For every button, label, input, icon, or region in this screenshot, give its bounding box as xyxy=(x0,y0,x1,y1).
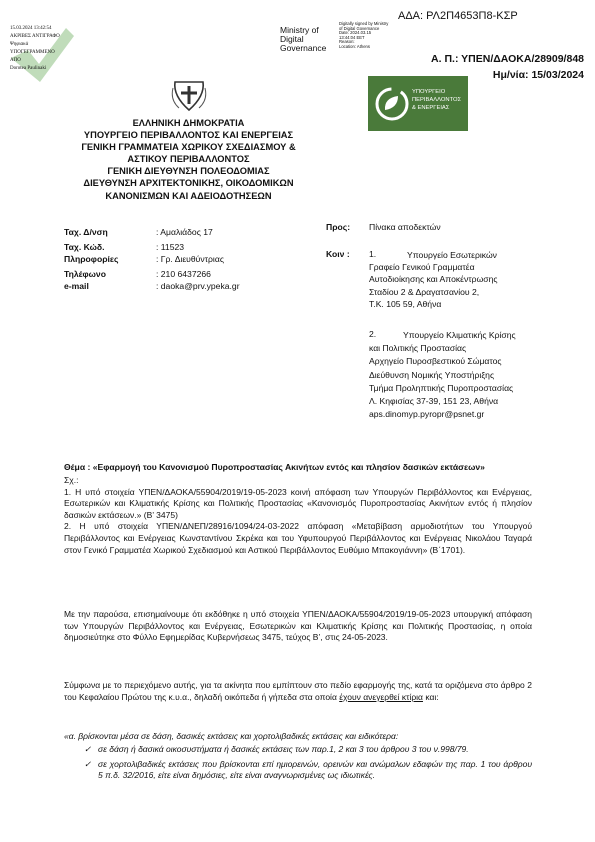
paragraph-2-underlined: έχουν ανεγερθεί κτίρια xyxy=(339,691,423,702)
header-line-1: ΕΛΛΗΝΙΚΗ ΔΗΜΟΚΡΑΤΙΑ xyxy=(132,118,245,128)
references xyxy=(64,475,532,556)
reference-item-2: 2. Η υπό στοιχεία ΥΠΕΝ/ΔΝΕΠ/28916/1094/24-03-2022 απόφαση «Μεταβίβαση αρμοδιοτήτων του Υπουργού Περιβάλλοντος και Ενέργειας Κωνσταντίνου Σκρέκα και του Υφυπουργού Περιβάλλοντος και Ενέργειας Νικολάου Ταγαρά στον Γενικό Γραμματέα Χωρικού Σχεδιασμού και Αστικού Περιβάλλοντος Ευθύμιο Μπακογιάννη» (Β΄1701). xyxy=(64,521,532,555)
signature-ministry xyxy=(280,26,326,53)
stamp-line-6: Dorotea Paulinaki xyxy=(10,66,47,71)
cc2-line: Υπουργείο Κλιματικής Κρίσης xyxy=(403,330,516,340)
issuer-header xyxy=(60,117,317,202)
contact-row xyxy=(64,269,304,281)
quote-bullet xyxy=(84,759,532,782)
signature-detail-line: Reason: xyxy=(339,39,355,45)
logo-text-line-3: & ΕΝΕΡΓΕΙΑΣ xyxy=(412,105,450,111)
cc1-line: Σταδίου 2 & Δραγατσανίου 2, xyxy=(369,286,480,297)
checkmark-icon: ✓ xyxy=(84,744,92,754)
cc1-line: Γραφείο Γενικού Γραμματέα xyxy=(369,262,475,273)
contact-row xyxy=(64,242,304,254)
cc2-line: Τμήμα Προληπτικής Πυροπροστασίας xyxy=(369,382,514,393)
cc2-line: Διεύθυνση Νομικής Υποστήριξης xyxy=(369,369,495,380)
ministry-logo xyxy=(368,76,468,131)
cc2-line: Λ. Κηφισίας 37-39, 151 23, Αθήνα xyxy=(369,396,499,407)
signature-detail-line: of Digital Governance xyxy=(339,25,380,31)
checkmark-icon: ✓ xyxy=(84,758,92,769)
signature-detail-line: 13:44:04 EET xyxy=(339,34,365,40)
signature-detail-line: Date: 2024.03.15 xyxy=(339,30,372,36)
protocol-date: Ημ/νία: 15/03/2024 xyxy=(492,69,584,81)
quote-bullet xyxy=(84,744,532,756)
cc1-line: Υπουργείο Εσωτερικών xyxy=(407,250,497,260)
contact-row xyxy=(64,227,304,239)
contact-label: Πληροφορίες xyxy=(64,254,119,264)
references-label: Σχ.: xyxy=(64,475,79,485)
stamp-line-1: 15.03.2024 13:42:54 xyxy=(10,26,52,31)
contact-value: : 210 6437266 xyxy=(156,269,211,279)
header-line-5: ΓΕΝΙΚΗ ΔΙΕΥΘΥΝΣΗ ΠΟΛΕΟΔΟΜΙΑΣ xyxy=(107,166,270,177)
logo-text-line-2: ΠΕΡΙΒΑΛΛΟΝΤΟΣ xyxy=(412,97,462,103)
logo-text xyxy=(412,88,461,112)
protocol-number: Α. Π.: ΥΠΕΝ/ΔΑΟΚΑ/28909/848 xyxy=(431,53,584,65)
cc2-email[interactable]: aps.dinomyp.pyropr@psnet.gr xyxy=(369,409,485,420)
header-line-2: ΥΠΟΥΡΓΕΙΟ ΠΕΡΙΒΑΛΛΟΝΤΟΣ ΚΑΙ ΕΝΕΡΓΕΙΑΣ xyxy=(83,130,294,141)
cc2-line: Αρχηγείο Πυροσβεστικού Σώματος xyxy=(369,356,502,367)
cc-label: Κοιν : xyxy=(326,249,350,259)
cc1-line: Αυτοδιοίκησης και Αποκέντρωσης xyxy=(369,274,498,285)
cc2-address xyxy=(369,329,516,421)
contact-label: Τηλέφωνο xyxy=(64,269,106,279)
body-paragraph-2 xyxy=(64,680,532,703)
contact-info xyxy=(64,227,304,293)
quote-bullet-text: σε δάση ή δασικά οικοσυστήματα ή δασικές εκτάσεις των παρ.1, 2 και 3 του άρθρου 3 του ν.998/79. xyxy=(98,744,469,754)
to-value: Πίνακα αποδεκτών xyxy=(369,222,441,232)
signature-ministry-line-3: Governance xyxy=(280,43,327,53)
contact-row xyxy=(64,281,304,293)
quote-bullet-list xyxy=(84,744,532,782)
signature-ministry-line-2: Digital xyxy=(280,34,304,44)
paragraph-2-tail: και: xyxy=(422,691,439,702)
contact-value: : Γρ. Διευθύντριας xyxy=(156,254,224,264)
stamp-line-5: ΑΠΟ xyxy=(10,58,21,63)
stamp-line-3: Ψηφιακά xyxy=(10,42,29,47)
quote-intro: «α. βρίσκονται μέσα σε δάση, δασικές εκτάσεις και χορτολιβαδικές εκτάσεις και ειδικότερα: xyxy=(64,731,399,741)
cc1-address xyxy=(369,249,498,310)
signature-detail-line: Location: Athens xyxy=(339,43,370,49)
certified-copy-stamp xyxy=(6,20,76,88)
cc1-number: 1. xyxy=(369,249,377,259)
subject: Θέμα : «Εφαρμογή του Κανονισμού Πυροπροστασίας Ακινήτων εντός και πλησίον δασικών εκτάσεων» xyxy=(64,462,485,472)
to-label: Προς: xyxy=(326,222,351,232)
leaf-logo-icon xyxy=(372,84,412,124)
cc2-number: 2. xyxy=(369,329,377,339)
contact-row xyxy=(64,254,304,266)
contact-email[interactable]: : daoka@prv.ypeka.gr xyxy=(156,281,240,291)
quote-bullet-text: σε χορτολιβαδικές εκτάσεις που βρίσκονται επί ημιορεινών, ορεινών και ανώμαλων εδαφών της παρ. 1 του άρθρου 5 π.δ. 32/2016, είτε είναι δημόσιες, είτε είναι αναγνωρισμένες ως ιδιωτικές. xyxy=(98,758,532,781)
signature-details xyxy=(339,22,388,50)
header-line-3: ΓΕΝΙΚΗ ΓΡΑΜΜΑΤΕΙΑ ΧΩΡΙΚΟΥ ΣΧΕΔΙΑΣΜΟΥ & xyxy=(81,142,296,153)
body-paragraph-1: Με την παρούσα, επισημαίνουμε ότι εκδόθηκε η υπό στοιχεία ΥΠΕΝ/ΔΑΟΚΑ/55904/2019/19-05-2023 υπουργική απόφαση των Υπουργών Περιβάλλοντος και Ενέργειας, Εσωτερικών και Κλιματικής Κρίσης και Πολιτικής Προστασίας, η οποία δημοσιεύτηκε στο Φύλλο Εφημερίδας Κυβερνήσεως 3475, τεύχος Β’, στις 24-05-2023. xyxy=(64,609,532,643)
contact-label: Ταχ. Δ/νση xyxy=(64,227,108,237)
contact-value: : Αμαλιάδος 17 xyxy=(156,227,213,237)
cc1-line: Τ.Κ. 105 59, Αθήνα xyxy=(369,298,442,309)
logo-text-line-1: ΥΠΟΥΡΓΕΙΟ xyxy=(412,89,446,95)
ada-code: ΑΔΑ: ΡΛ2Π4653Π8-ΚΣΡ xyxy=(398,10,518,22)
header-line-7: ΚΑΝΟΝΙΣΜΩΝ ΚΑΙ ΑΔΕΙΟΔΟΤΗΣΕΩΝ xyxy=(105,190,272,201)
greek-coat-of-arms-icon xyxy=(171,80,207,112)
paragraph-2-text: Σύμφωνα με το περιεχόμενο αυτής, για τα ακίνητα που εμπίπτουν στο πεδίο εφαρμογής της, κατά τα οριζόμενα στο άρθρο 2 του Κεφαλαίου Πρώτου της κ.υ.α., δηλαδή οικόπεδα ή γήπεδα στα οποία xyxy=(64,680,532,702)
contact-value: : 11523 xyxy=(156,242,185,252)
signature-ministry-line-1: Ministry of xyxy=(280,25,319,35)
cc2-line: και Πολιτικής Προστασίας xyxy=(369,343,467,354)
contact-label: e-mail xyxy=(64,281,89,291)
header-line-4: ΑΣΤΙΚΟΥ ΠΕΡΙΒΑΛΛΟΝΤΟΣ xyxy=(127,154,250,165)
reference-item-1: 1. Η υπό στοιχεία ΥΠΕΝ/ΔΑΟΚΑ/55904/2019/19-05-2023 κοινή απόφαση των Υπουργών Περιβάλλοντος και Ενέργειας, Εσωτερικών και Κλιματικής Κρίσης και Πολιτικής Προστασίας «Κανονισμός Πυροπροστασίας Ακινήτων εντός ή πλησίον δασικών εκτάσεων.» (Β’ 3475) xyxy=(64,486,532,520)
header-line-6: ΔΙΕΥΘΥΝΣΗ ΑΡΧΙΤΕΚΤΟΝΙΚΗΣ, ΟΙΚΟΔΟΜΙΚΩΝ xyxy=(83,178,294,189)
contact-label: Ταχ. Κώδ. xyxy=(64,242,105,252)
signature-detail-line: Digitally signed by Ministry xyxy=(339,21,389,26)
stamp-line-4: ΥΠΟΓΕΓΡΑΜΜΕΝΟ xyxy=(10,50,55,55)
stamp-line-2: ΑΚΡΙΒΕΣ ΑΝΤΙΓΡΑΦΟ xyxy=(10,34,60,39)
